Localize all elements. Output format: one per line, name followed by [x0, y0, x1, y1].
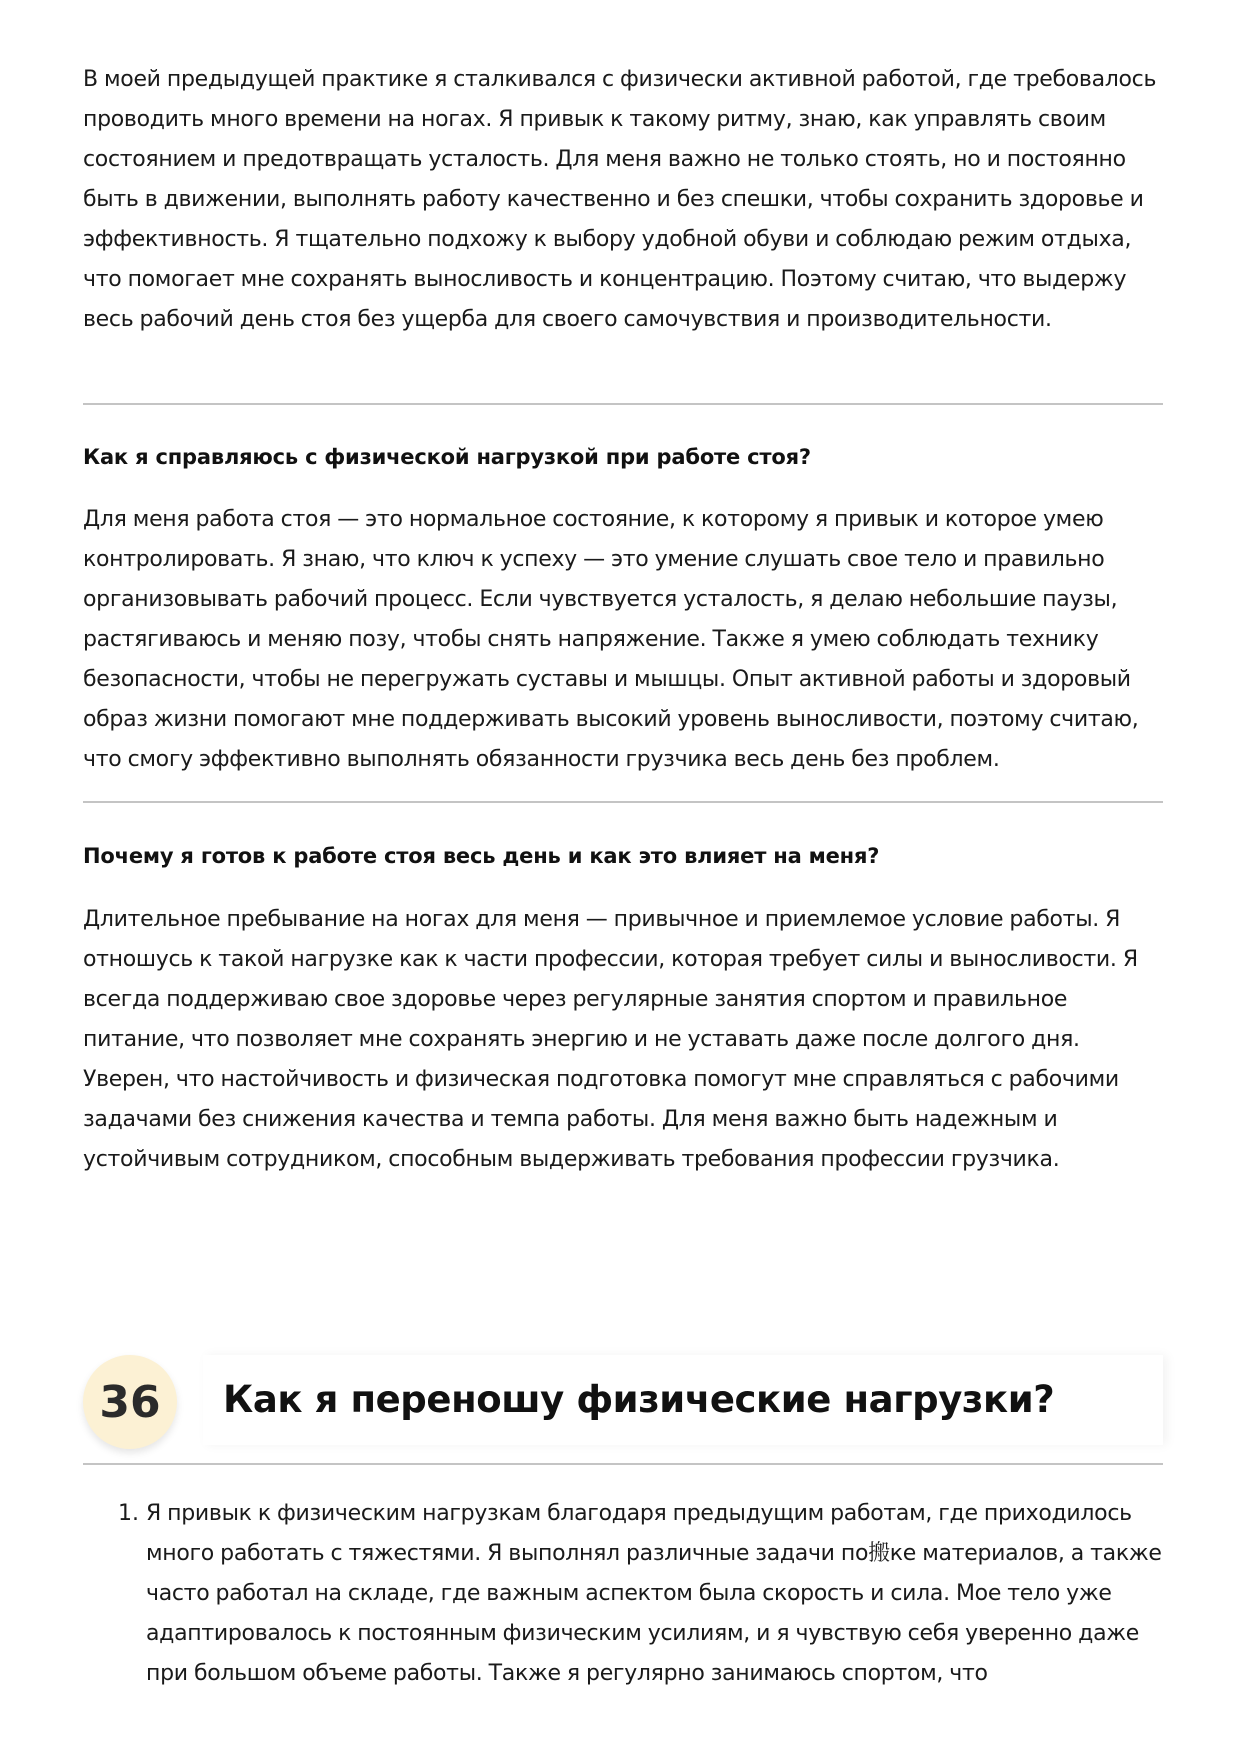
section-divider — [83, 1463, 1163, 1465]
section-header — [83, 1355, 1163, 1447]
list-item — [83, 1494, 1163, 1694]
answer-paragraph: Длительное пребывание на ногах для меня — привычное и приемлемое условие работы. Я отношусь к такой нагрузке как к части профессии, которая требует силы и выносливости. Я всегда поддерживаю свое здоровье через регулярные занятия спортом и правильное питание, что позволяет мне сохранять энергию и не уставать даже после долгого дня. Уверен, что настойчивость и физическая подготовка помогут мне справляться с рабочими задачами без снижения качества и темпа работы. Для меня важно быть надежным и устойчивым сотрудником, способным выдерживать требования профессии грузчика. — [83, 907, 1138, 1172]
question-heading: Почему я готов к работе стоя весь день и как это влияет на меня? — [83, 844, 880, 868]
section-divider — [83, 801, 1163, 803]
intro-paragraph: В моей предыдущей практике я сталкивался с физически активной работой, где требовалось проводить много времени на ногах. Я привык к такому ритму, знаю, как управлять своим состоянием и предотвращать усталость. Для меня важно не только стоять, но и постоянно быть в движении, выполнять работу качественно и без спешки, чтобы сохранить здоровье и эффективность. Я тщательно подхожу к выбору удобной обуви и соблюдаю режим отдыха, что помогает мне сохранять выносливость и концентрацию. Поэтому считаю, что выдержу весь рабочий день стоя без ущерба для своего самочувствия и производительности. — [83, 67, 1157, 332]
list-item-text: Я привык к физическим нагрузкам благодаря предыдущим работам, где приходилось много работать с тяжестями. Я выполнял различные задачи по搬ке материалов, а также часто работал на складе, где важным аспектом была скорость и сила. Мое тело уже адаптировалось к постоянным физическим усилиям, и я чувствую себя уверенно даже при большом объеме работы. Также я регулярно занимаюсь спортом, что — [146, 1501, 1162, 1686]
section-divider — [83, 403, 1163, 405]
question-heading: Как я справляюсь с физической нагрузкой при работе стоя? — [83, 445, 811, 469]
list-item-number: 1. — [118, 1501, 139, 1526]
section-number-badge: 36 — [83, 1355, 177, 1449]
answer-list — [83, 1494, 1163, 1694]
answer-paragraph: Для меня работа стоя — это нормальное состояние, к которому я привык и которое умею контролировать. Я знаю, что ключ к успеху — это умение слушать свое тело и правильно организовывать рабочий процесс. Если чувствуется усталость, я делаю небольшие паузы, растягиваюсь и меняю позу, чтобы снять напряжение. Также я умею соблюдать технику безопасности, чтобы не перегружать суставы и мышцы. Опыт активной работы и здоровый образ жизни помогают мне поддерживать высокий уровень выносливости, поэтому считаю, что смогу эффективно выполнять обязанности грузчика весь день без проблем. — [83, 507, 1139, 772]
section-title: Как я переношу физические нагрузки? — [223, 1378, 1055, 1421]
